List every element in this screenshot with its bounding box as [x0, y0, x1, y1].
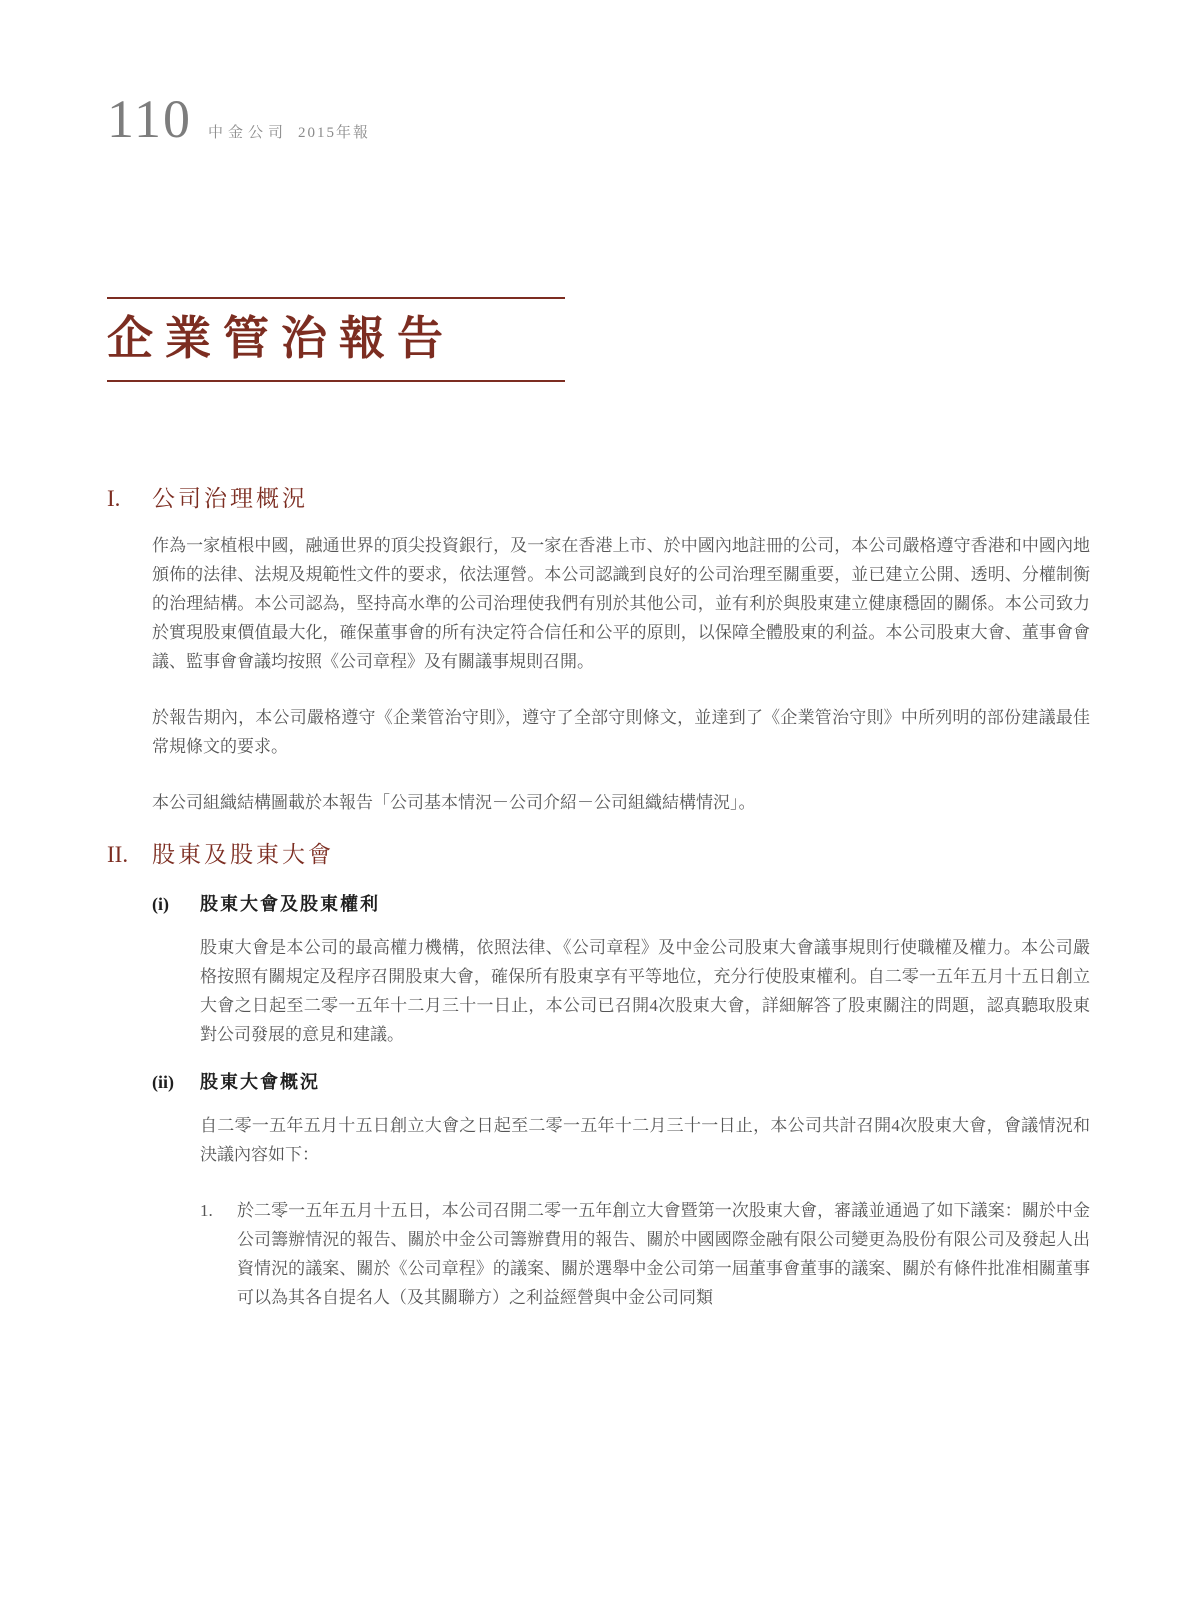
paragraph-org-structure-reference: 本公司組織結構圖載於本報告「公司基本情況－公司介紹－公司組織結構情況」。 [152, 793, 756, 812]
section-heading-governance-overview [107, 483, 1090, 515]
subsection-heading-shareholder-rights [152, 891, 1090, 917]
list-item-meeting-1 [200, 1196, 1090, 1312]
report-title: 企業管治報告 [107, 313, 455, 364]
section-heading-shareholders [107, 839, 1090, 871]
page-content [107, 483, 1090, 1312]
section-shareholders-body [107, 891, 1090, 1312]
list-item-text: 於二零一五年五月十五日，本公司召開二零一五年創立大會暨第一次股東大會，審議並通過了如下議案：關於中金公司籌辦情況的報告、關於中金公司籌辦費用的報告、關於中國國際金融有限公司變更為股份有限公司及發起人出資情況的議案、關於《公司章程》的議案、關於選舉中金公司第一屆董事會董事的議案、關於有條件批准相關董事可以為其各自提名人（及其關聯方）之利益經營與中金公司同類 [237, 1201, 1090, 1307]
paragraph-shareholder-rights: 股東大會是本公司的最高權力機構，依照法律、《公司章程》及中金公司股東大會議事規則行使職權及權力。本公司嚴格按照有關規定及程序召開股東大會，確保所有股東享有平等地位，充分行使股東權利。自二零一五年五月十五日創立大會之日起至二零一五年十二月三十一日止，本公司已召開4次股東大會，詳細解答了股東關注的問題，認真聽取股東對公司發展的意見和建議。 [200, 938, 1090, 1044]
subsection-shareholder-rights-body [152, 933, 1090, 1049]
section-number: II. [107, 842, 129, 867]
report-year-label: 2015年報 [298, 125, 371, 141]
header-meta [208, 121, 370, 142]
section-governance-body [107, 531, 1090, 817]
company-name: 中金公司 [208, 125, 289, 141]
subsection-title: 股東大會及股東權利 [200, 894, 380, 914]
subsection-meetings-overview-body [152, 1111, 1090, 1312]
list-item-number: 1. [200, 1201, 213, 1220]
paragraph-governance-1: 作為一家植根中國，融通世界的頂尖投資銀行，及一家在香港上市、於中國內地註冊的公司，本公司嚴格遵守香港和中國內地頒佈的法律、法規及規範性文件的要求，依法運營。本公司認識到良好的公司治理至關重要，並已建立公開、透明、分權制衡的治理結構。本公司認為，堅持高水準的公司治理使我們有別於其他公司，並有利於與股東建立健康穩固的關係。本公司致力於實現股東價值最大化，確保董事會的所有決定符合信任和公平的原則，以保障全體股東的利益。本公司股東大會、董事會會議、監事會會議均按照《公司章程》及有關議事規則召開。 [152, 536, 1090, 671]
section-number: I. [107, 486, 121, 511]
section-title: 公司治理概況 [152, 486, 308, 511]
running-header [107, 89, 371, 149]
subsection-title: 股東大會概況 [200, 1072, 320, 1092]
paragraph-governance-2: 於報告期內，本公司嚴格遵守《企業管治守則》，遵守了全部守則條文，並達到了《企業管治守則》中所列明的部份建議最佳常規條文的要求。 [152, 708, 1090, 756]
title-rule-bottom [107, 380, 565, 382]
subsection-number: (ii) [152, 1072, 174, 1092]
subsection-number: (i) [152, 894, 169, 914]
page-number: 110 [107, 89, 192, 149]
title-block [107, 297, 565, 382]
subsection-heading-meetings-overview [152, 1069, 1090, 1095]
section-title: 股東及股東大會 [152, 842, 334, 867]
paragraph-meetings-overview: 自二零一五年五月十五日創立大會之日起至二零一五年十二月三十一日止，本公司共計召開4次股東大會，會議情況和決議內容如下： [200, 1116, 1090, 1164]
